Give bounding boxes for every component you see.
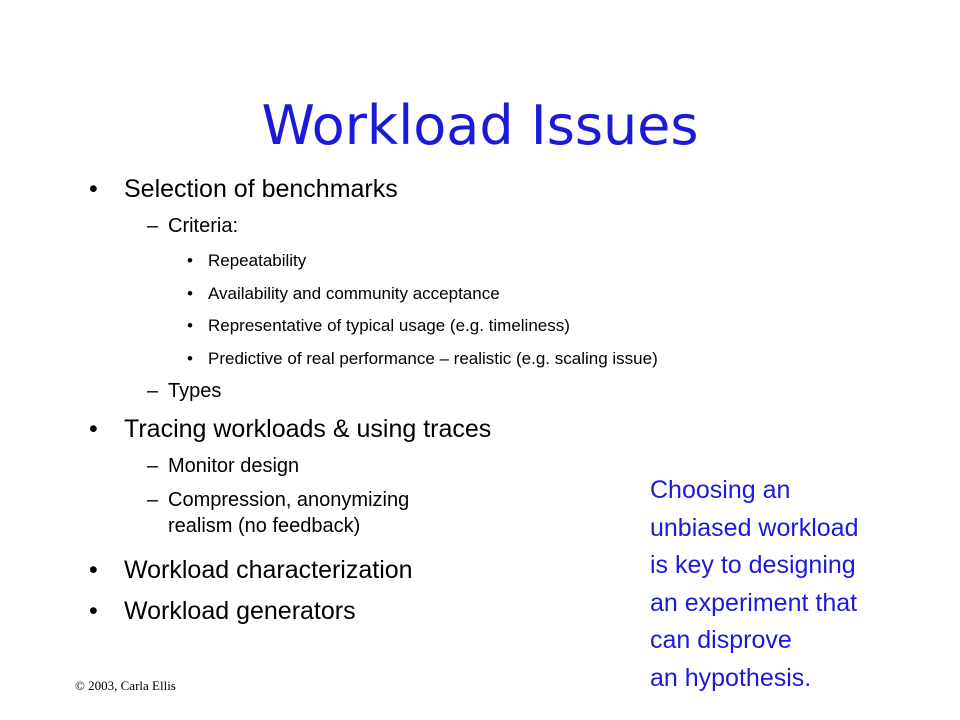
callout-line: an experiment that [650,588,858,617]
bullet-dot: • [187,316,193,335]
bullet-types: Types [168,380,222,402]
bullet-dash: – [147,455,159,477]
callout-note [650,472,858,697]
slide-title: Workload Issues [261,94,699,157]
bullet-dash: – [147,215,159,237]
bullet-tracing-workloads: Tracing workloads & using traces [124,415,492,443]
copyright-footer: © 2003, Carla Ellis [75,678,176,693]
bullet-workload-generators: Workload generators [124,597,356,625]
bullet-dot: • [187,284,193,303]
bullet-compression: Compression, anonymizing [168,489,410,511]
bullet-representative: Representative of typical usage (e.g. timeliness) [208,316,570,335]
callout-line: can disprove [650,626,792,654]
bullet-dot: • [89,556,98,584]
bullet-dot: • [187,251,193,270]
bullet-dot: • [89,175,98,203]
bullet-dot: • [89,415,98,443]
bullet-workload-characterization: Workload characterization [124,556,413,584]
bullet-selection-of-benchmarks: Selection of benchmarks [124,175,398,203]
callout-line: an hypothesis. [650,663,812,692]
bullet-monitor-design: Monitor design [168,455,300,477]
bullet-availability: Availability and community acceptance [208,284,500,303]
callout-line: unbiased workload [650,513,859,542]
bullet-predictive: Predictive of real performance – realistic (e.g. scaling issue) [208,349,658,368]
callout-line: Choosing an [650,476,791,504]
bullet-criteria: Criteria: [168,215,239,237]
bullet-compression-continued: realism (no feedback) [168,515,361,537]
bullet-repeatability: Repeatability [208,251,307,270]
bullet-dash: – [147,380,159,402]
callout-line: is key to designing [650,551,856,579]
bullet-dot: • [89,597,98,625]
bullet-dot: • [187,349,193,368]
bullet-dash: – [147,489,159,511]
